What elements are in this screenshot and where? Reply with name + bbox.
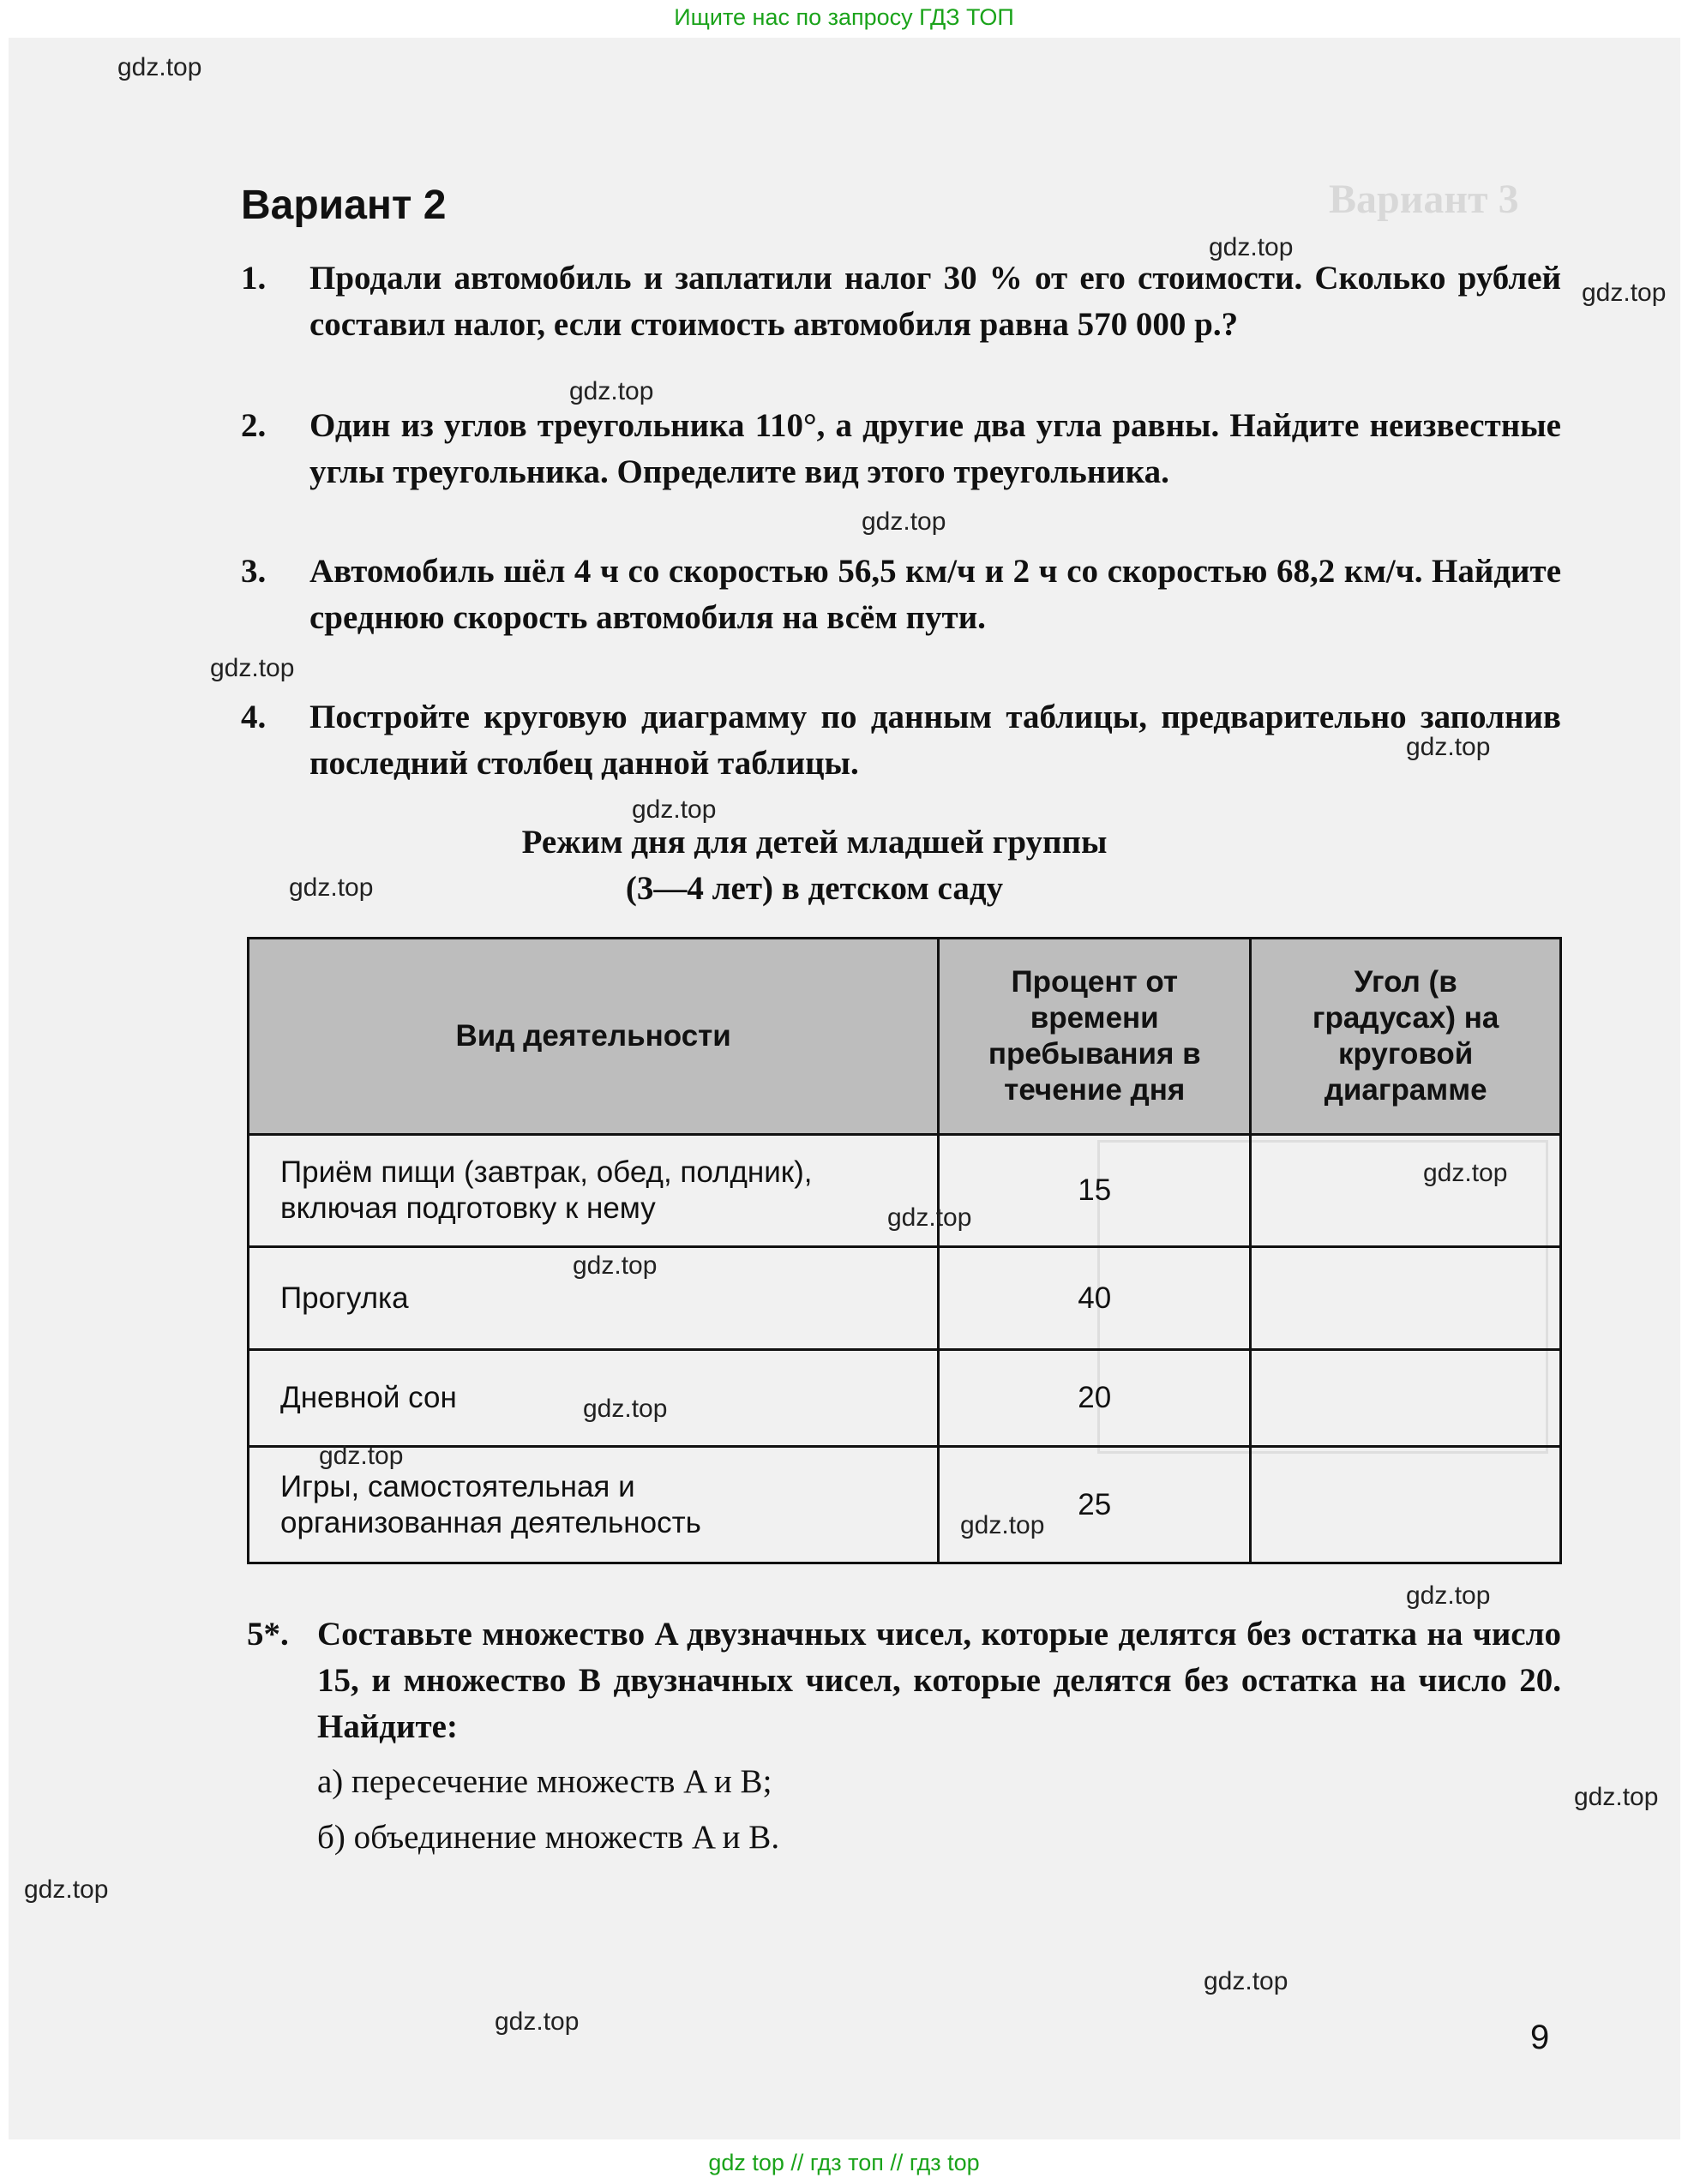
task-number: 3. [241, 553, 267, 590]
task-number: 1. [241, 260, 267, 297]
task-number: 5*. [247, 1616, 289, 1653]
watermark: gdz.top [960, 1511, 1045, 1539]
task-1 [241, 255, 1561, 348]
task-text: Постройте круговую диаграмму по данным таблицы, предварительно заполнив последний столбец данной таблицы. [309, 699, 1561, 782]
angle-cell[interactable] [1251, 1350, 1561, 1447]
task-text: Составьте множество A двузначных чисел, которые делятся без остатка на число 15, и множество B двузначных чисел, которые делятся без остатка на число 20. Найдите: [317, 1616, 1561, 1745]
watermark: gdz.top [1406, 1581, 1491, 1610]
table-header-row [249, 939, 1561, 1135]
watermark: gdz.top [1582, 279, 1667, 307]
task-2 [241, 403, 1561, 495]
subtask-b [317, 1815, 1432, 1861]
task-text: Автомобиль шёл 4 ч со скоростью 56,5 км/ч и 2 ч со скоростью 68,2 км/ч. Найдите среднюю скорость автомобиля на всём пути. [309, 553, 1561, 636]
watermark: gdz.top [289, 873, 374, 902]
header-activity: Вид деятельности [249, 939, 939, 1135]
variant-title: Вариант 2 [241, 183, 447, 228]
table-caption-line-2: (3—4 лет) в детском саду [625, 870, 1004, 907]
angle-cell[interactable] [1251, 1447, 1561, 1563]
watermark: gdz.top [573, 1251, 658, 1280]
page-number: 9 [1530, 2019, 1550, 2056]
task-text: Один из углов треугольника 110°, а другие два угла равны. Найдите неизвестные углы треугольника. Определите вид этого треугольника. [309, 407, 1561, 490]
header-percent [939, 939, 1251, 1135]
percent-cell: 20 [939, 1350, 1251, 1447]
header-percent-text: Процент от времени пребывания в течение дня [988, 965, 1201, 1107]
watermark: gdz.top [1209, 233, 1294, 261]
watermark: gdz.top [583, 1395, 668, 1423]
header-angle-text: Угол (в градусах) на круговой диаграмме [1312, 965, 1499, 1107]
header-angle [1251, 939, 1561, 1135]
watermark: gdz.top [1406, 733, 1491, 761]
task-3 [241, 549, 1561, 641]
angle-cell[interactable] [1251, 1247, 1561, 1350]
watermark: gdz.top [319, 1442, 404, 1470]
table-row [249, 1447, 1561, 1563]
watermark: gdz.top [1423, 1159, 1508, 1187]
task-number: 4. [241, 699, 267, 735]
daily-routine-table [247, 937, 1562, 1564]
watermark: gdz.top [887, 1203, 972, 1232]
table-row [249, 1350, 1561, 1447]
activity-text: Игры, самостоятельная и организованная деятельность [280, 1469, 701, 1539]
percent-cell: 25 [939, 1447, 1251, 1563]
task-text: Продали автомобиль и заплатили налог 30 % от его стоимости. Сколько рублей составил налог, если стоимость автомобиля равна 570 000 р.? [309, 260, 1561, 343]
activity-cell: Дневной сон [249, 1350, 939, 1447]
table-row [249, 1247, 1561, 1350]
activity-cell [249, 1135, 939, 1247]
subtask-a [317, 1759, 1432, 1805]
task-4 [241, 694, 1561, 787]
bleed-through-heading: Вариант 3 [1329, 177, 1519, 222]
watermark: gdz.top [210, 654, 295, 682]
watermark: gdz.top [632, 795, 717, 824]
percent-cell: 40 [939, 1247, 1251, 1350]
subtask-text: а) пересечение множеств A и B; [317, 1763, 772, 1800]
table-caption-line-1: Режим дня для детей младшей группы [521, 824, 1108, 861]
watermark: gdz.top [569, 377, 654, 405]
watermark: gdz.top [1204, 1967, 1289, 1995]
watermark: gdz.top [862, 507, 946, 536]
bottom-banner[interactable]: gdz top // гдз топ // гдз top [0, 2143, 1688, 2184]
watermark: gdz.top [495, 2007, 580, 2036]
angle-cell[interactable] [1251, 1135, 1561, 1247]
percent-cell: 15 [939, 1135, 1251, 1247]
watermark: gdz.top [117, 53, 202, 81]
task-5 [247, 1611, 1561, 1750]
subtask-text: б) объединение множеств A и B. [317, 1819, 780, 1856]
task-number: 2. [241, 407, 267, 444]
top-banner[interactable]: Ищите нас по запросу ГДЗ ТОП [0, 0, 1688, 36]
activity-cell: Прогулка [249, 1247, 939, 1350]
watermark: gdz.top [1574, 1783, 1659, 1811]
activity-text: Приём пищи (завтрак, обед, полдник), включая подготовку к нему [280, 1155, 813, 1225]
watermark: gdz.top [24, 1875, 109, 1904]
table-caption [386, 819, 1243, 912]
